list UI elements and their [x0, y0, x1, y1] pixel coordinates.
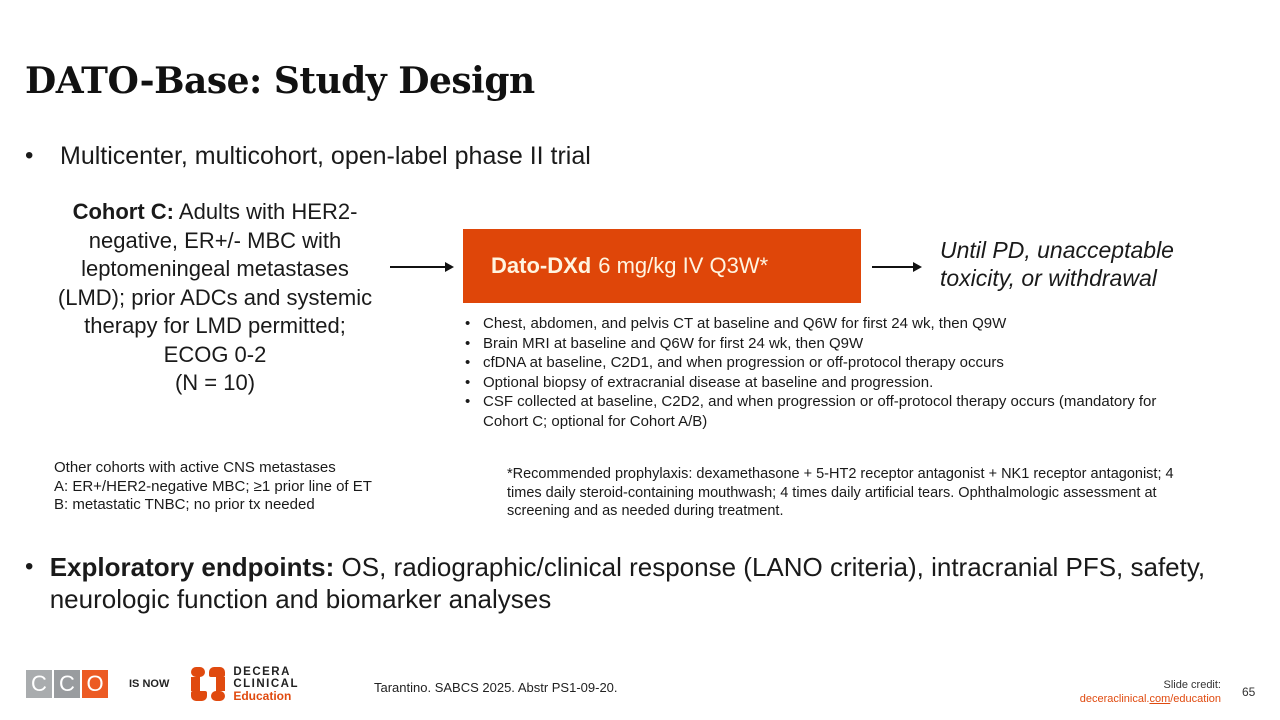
- cohort-b-text: B: metastatic TNBC; no prior tx needed: [54, 496, 315, 513]
- treatment-duration-line1: Until PD, unacceptable: [940, 237, 1174, 263]
- endpoints-content: [50, 551, 1225, 615]
- cohort-c-label: Cohort C:: [72, 199, 174, 224]
- slide-credit-link[interactable]: deceraclinical.com/education: [1079, 693, 1221, 705]
- endpoints-bullet: [25, 551, 1225, 615]
- arrow-right-icon: [872, 266, 920, 268]
- cohort-c-n: (N = 10): [174, 370, 256, 395]
- slide-title: DATO-Base: Study Design: [25, 60, 535, 102]
- assessment-item: • Optional biopsy of extracranial disease at baseline and progression.: [463, 373, 1183, 393]
- cohort-c-box: [50, 198, 380, 398]
- citation: Tarantino. SABCS 2025. Abstr PS1-09-20.: [374, 680, 618, 695]
- endpoints-label: Exploratory endpoints:: [49, 552, 335, 582]
- cco-letter: C: [26, 670, 52, 698]
- assessment-list: [463, 314, 1183, 431]
- slide-credit: [1080, 678, 1221, 706]
- treatment-dose: 6 mg/kg IV Q3W*: [598, 253, 769, 278]
- treatment-drug: Dato-DXd: [491, 253, 592, 278]
- decera-line3: Education: [233, 689, 292, 703]
- treatment-box: [463, 229, 861, 303]
- trial-type-bullet: [25, 140, 591, 172]
- treatment-duration: [940, 236, 1174, 292]
- assessment-item: • Chest, abdomen, and pelvis CT at baseline and Q6W for first 24 wk, then Q9W: [463, 314, 1183, 334]
- decera-logo-text: [233, 666, 299, 702]
- other-cohorts-heading: Other cohorts with active CNS metastases: [54, 459, 336, 476]
- assessment-item: • cfDNA at baseline, C2D1, and when progression or off-protocol therapy occurs: [463, 353, 1183, 373]
- cco-letter: C: [54, 670, 80, 698]
- slide-credit-label: Slide credit:: [1163, 679, 1221, 691]
- assessment-item: • CSF collected at baseline, C2D2, and when progression or off-protocol therapy occurs (mandatory for Cohort C; optional for Cohort A/B): [463, 392, 1183, 431]
- other-cohorts-note: [54, 459, 372, 515]
- decera-logo-icon: [191, 667, 225, 701]
- trial-type-text: Multicenter, multicohort, open-label phase II trial: [60, 142, 591, 170]
- assessment-item: • Brain MRI at baseline and Q6W for first 24 wk, then Q9W: [463, 334, 1183, 354]
- decera-line1: DECERA: [233, 666, 291, 678]
- bullet-icon: •: [25, 142, 34, 169]
- page-number: 65: [1242, 685, 1256, 699]
- bullet-icon: •: [25, 553, 34, 580]
- cco-letter: O: [82, 670, 108, 698]
- endpoints-text: OS, radiographic/clinical response (LANO criteria), intracranial PFS, safety, neurologic function and biomarker analyses: [49, 552, 1206, 614]
- is-now-label: IS NOW: [129, 678, 170, 690]
- treatment-duration-line2: toxicity, or withdrawal: [940, 265, 1157, 291]
- footer-logos: [26, 666, 299, 702]
- arrow-right-icon: [390, 266, 452, 268]
- cohort-a-text: A: ER+/HER2-negative MBC; ≥1 prior line of ET: [54, 477, 372, 495]
- prophylaxis-footnote: *Recommended prophylaxis: dexamethasone + 5-HT2 receptor antagonist + NK1 receptor antagonist; 4 times daily steroid-containing mouthwash; 4 times daily artificial tears. Ophthalmologic assessment at screening and as needed during treatment.: [507, 466, 1174, 519]
- decera-line2: CLINICAL: [233, 678, 300, 690]
- cohort-c-description: Adults with HER2-negative, ER+/- MBC with leptomeningeal metastases (LMD); prior ADCs and systemic therapy for LMD permitted; ECOG 0-2: [57, 199, 373, 367]
- cco-logo: [26, 670, 110, 698]
